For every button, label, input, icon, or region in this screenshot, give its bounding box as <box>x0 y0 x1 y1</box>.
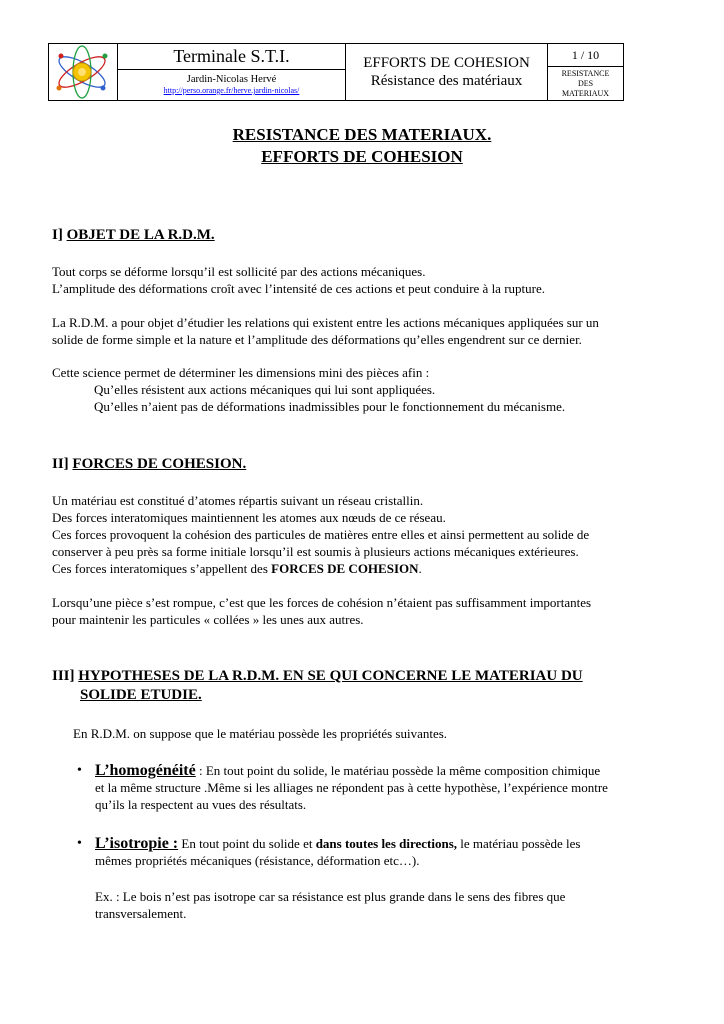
header-url-link[interactable]: http://perso.orange.fr/herve.jardin-nicolas/ <box>163 86 300 95</box>
section-1-heading <box>52 226 215 245</box>
text-span: : En tout point du solide, le matériau possède la même composition chimique <box>195 763 601 778</box>
bold-term: FORCES DE COHESION <box>271 561 419 576</box>
text-span: . <box>418 561 422 576</box>
text-line: Cette science permet de déterminer les dimensions mini des pièces afin : <box>52 365 430 380</box>
section-1-number: I] <box>52 227 63 243</box>
text-line: Des forces interatomiques maintiennent les atomes aux nœuds de ce réseau. <box>52 510 446 525</box>
example-paragraph <box>95 888 685 922</box>
text-line: conserver à peu près sa forme initiale lorsqu’il est soumis à plusieurs actions mécaniques extérieures. <box>52 544 579 559</box>
document-title-line1: RESISTANCE DES MATERIAUX. <box>232 125 492 144</box>
text-line: Lorsqu’une pièce s’est rompue, c’est que les forces de cohésion n’étaient pas suffisamment importantes <box>52 595 592 610</box>
text-line <box>52 560 672 577</box>
side-label-line3: MATERIAUX <box>561 89 610 98</box>
bullet-isotropie <box>77 835 685 869</box>
text-line: Un matériau est constitué d’atomes répartis suivant un réseau cristallin. <box>52 493 424 508</box>
section-1-title: OBJET DE LA R.D.M. <box>66 227 215 243</box>
bullet-dot: • <box>77 763 82 778</box>
text-line: Qu’elles n’aient pas de déformations inadmissibles pour le fonctionnement du mécanisme. <box>94 399 566 414</box>
bullet-dot: • <box>77 836 82 851</box>
side-label-line1: RESISTANCE <box>561 69 610 78</box>
atom-icon <box>49 44 115 100</box>
text-line: pour maintenir les particules « collées » les unes aux autres. <box>52 612 364 627</box>
header-side-label <box>548 67 623 100</box>
text-line: solide de forme simple et la nature et l’amplitude des déformations qu’elles engendrent sur ce dernier. <box>52 332 582 347</box>
text-line: Ex. : Le bois n’est pas isotrope car sa résistance est plus grande dans le sens des fibres que <box>95 889 566 904</box>
atom-logo <box>49 44 118 100</box>
section-3-intro <box>73 725 693 742</box>
header-table <box>48 43 624 101</box>
text-line: La R.D.M. a pour objet d’étudier les relations qui existent entre les actions mécaniques appliquées sur un <box>52 315 599 330</box>
section-3-heading <box>52 667 672 705</box>
section-2-number: II] <box>52 456 69 472</box>
header-subject-line2: Résistance des matériaux <box>370 73 523 89</box>
text-span: En tout point du solide et <box>178 836 316 851</box>
bullet-term: L’isotropie : <box>95 835 179 852</box>
section-3-title-line2: SOLIDE ETUDIE. <box>80 687 202 703</box>
section-1-paragraph-3 <box>52 364 672 415</box>
document-title-line2: EFFORTS DE COHESION <box>261 147 463 166</box>
text-span: le matériau possède les <box>457 836 581 851</box>
text-line: Tout corps se déforme lorsqu’il est sollicité par des actions mécaniques. <box>52 264 426 279</box>
page-number: 1 / 10 <box>548 44 623 67</box>
section-2-title: FORCES DE COHESION. <box>72 456 247 472</box>
section-2-heading <box>52 455 246 474</box>
bullet-homogeneite <box>77 762 685 813</box>
bullet-term: L’homogénéité <box>95 762 196 779</box>
document-title <box>0 124 724 168</box>
text-line: L’amplitude des déformations croît avec l’intensité de ces actions et peut conduire à la rupture. <box>52 281 545 296</box>
header-subject-line1: EFFORTS DE COHESION <box>363 55 530 71</box>
text-line: et la même structure .Même si les alliages ne répondent pas à cette hypothèse, l’expérience montre <box>95 780 608 795</box>
header-title: Terminale S.T.I. <box>118 44 345 70</box>
text-span: Ces forces interatomiques s’appellent des <box>52 561 272 576</box>
text-line: qu’ils la respectent au vues des résultats. <box>95 797 307 812</box>
header-author: Jardin-Nicolas Hervé <box>186 74 277 85</box>
text-line: transversalement. <box>95 906 187 921</box>
section-2-paragraph-1 <box>52 492 672 577</box>
section-1-paragraph-1 <box>52 263 672 297</box>
side-label-line2: DES <box>577 79 594 88</box>
section-3-title-line1: HYPOTHESES DE LA R.D.M. EN SE QUI CONCERNE LE MATERIAU DU <box>78 668 583 684</box>
section-2-paragraph-2 <box>52 594 672 628</box>
text-line: Qu’elles résistent aux actions mécaniques qui lui sont appliquées. <box>94 382 436 397</box>
text-line: Ces forces provoquent la cohésion des particules de matières entre elles et ainsi permettent au solide de <box>52 527 590 542</box>
bold-term: dans toutes les directions, <box>315 836 458 851</box>
text-line: mêmes propriétés mécaniques (résistance, déformation etc…). <box>95 853 420 868</box>
text-line: En R.D.M. on suppose que le matériau possède les propriétés suivantes. <box>73 726 448 741</box>
section-3-number: III] <box>52 668 75 684</box>
section-1-paragraph-2 <box>52 314 672 348</box>
